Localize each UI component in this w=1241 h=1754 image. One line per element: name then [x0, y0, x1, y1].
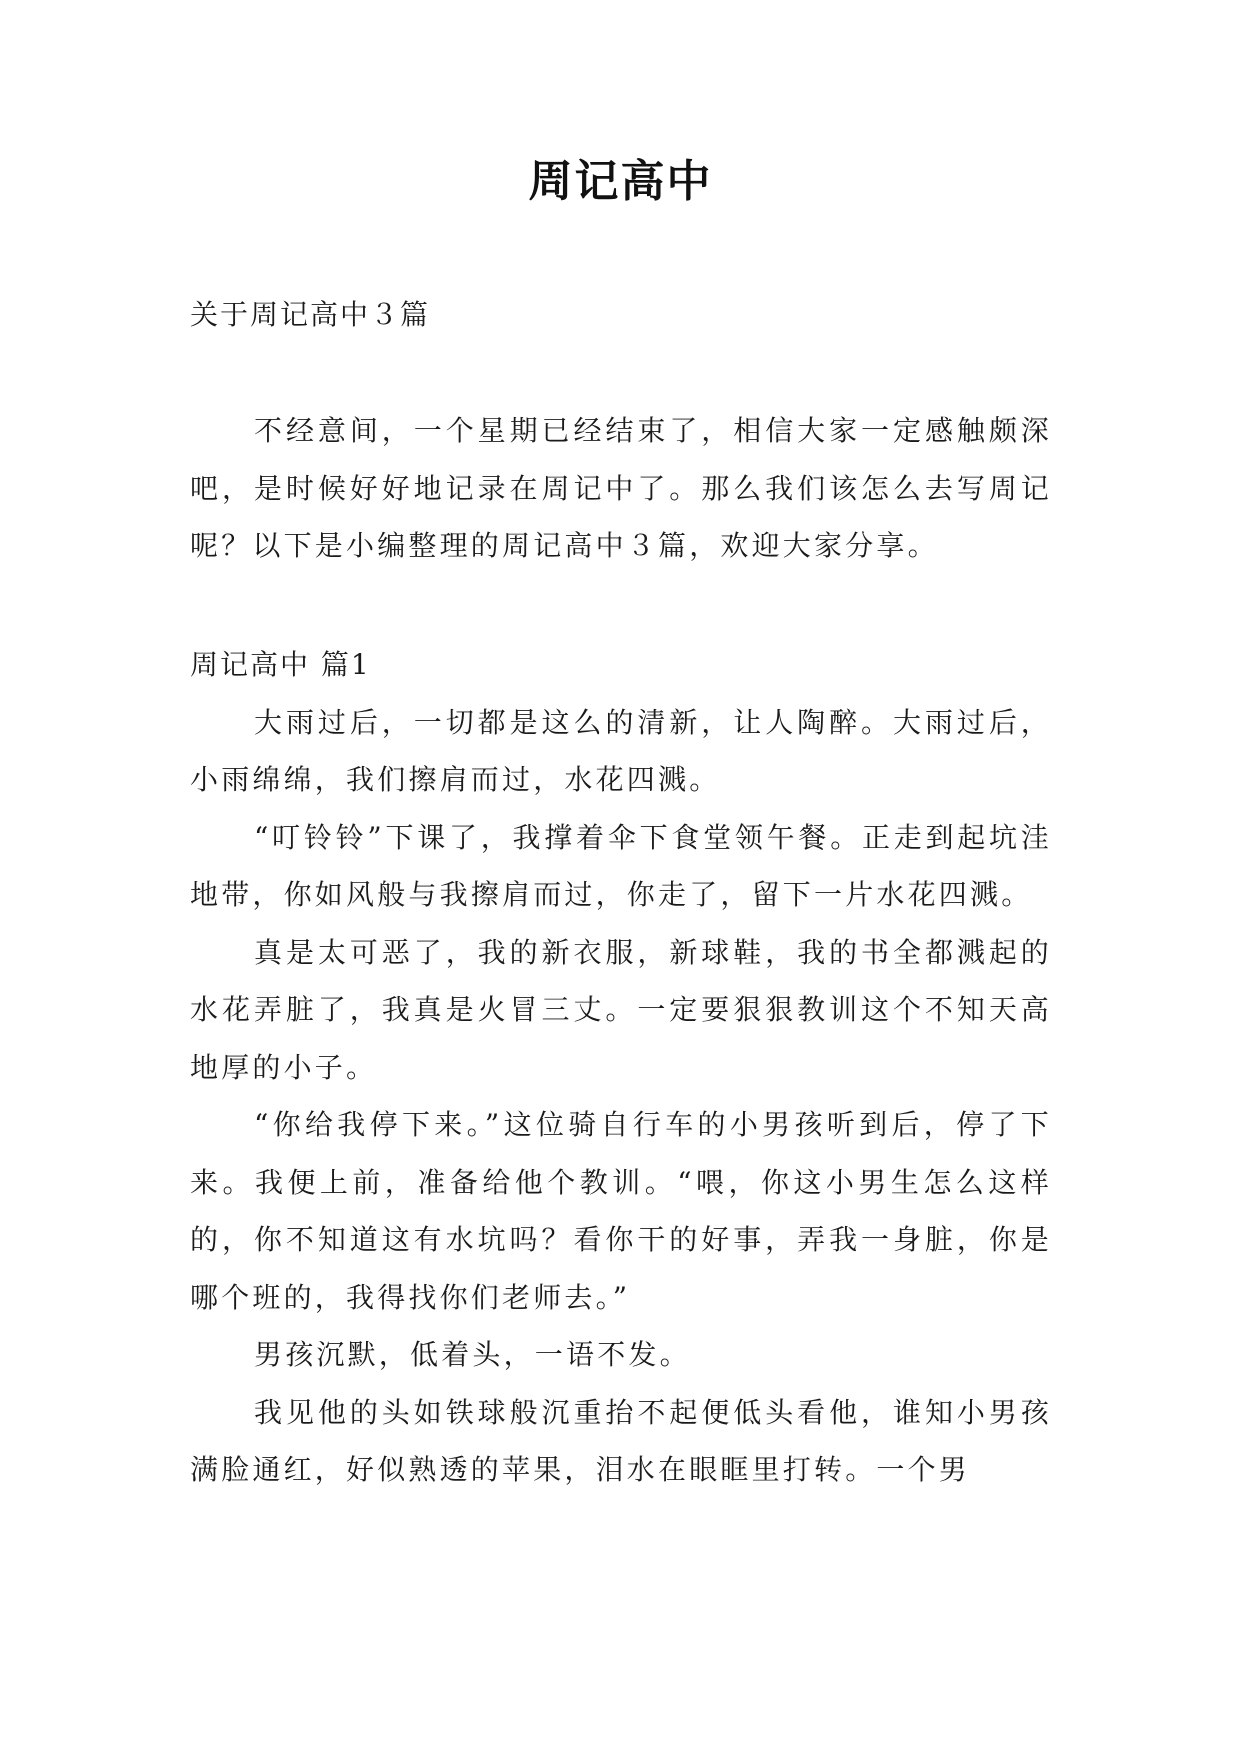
body-paragraph: 男孩沉默，低着头，一语不发。: [254, 1338, 691, 1371]
body-paragraph: 大雨过后，一切都是这么的清新，让人陶醉。大雨过后，小雨绵绵，我们擦肩而过，水花四溅。: [190, 705, 1052, 796]
section-heading: 周记高中 篇1: [190, 648, 371, 681]
body-paragraph: “叮铃铃”下课了，我撑着伞下食堂领午餐。正走到起坑洼地带，你如风般与我擦肩而过，你走了，留下一片水花四溅。: [190, 820, 1052, 911]
section-1: [190, 636, 1052, 1499]
body-paragraph: “你给我停下来。”这位骑自行车的小男孩听到后，停了下来。我便上前，准备给他个教训。“喂，你这小男生怎么这样的，你不知道这有水坑吗？看你干的好事，弄我一身脏，你是哪个班的，我得找你们老师去。”: [190, 1108, 1052, 1314]
document-title: 周记高中: [528, 156, 713, 207]
intro-section: [190, 402, 1052, 575]
document-subtitle: 关于周记高中３篇: [190, 298, 431, 331]
intro-paragraph: 不经意间，一个星期已经结束了，相信大家一定感触颇深吧，是时候好好地记录在周记中了。那么我们该怎么去写周记呢？以下是小编整理的周记高中３篇，欢迎大家分享。: [190, 414, 1052, 562]
body-paragraph: 真是太可恶了，我的新衣服，新球鞋，我的书全都溅起的水花弄脏了，我真是火冒三丈。一定要狠狠教训这个不知天高地厚的小子。: [190, 935, 1052, 1084]
body-paragraph: 我见他的头如铁球般沉重抬不起便低头看他，谁知小男孩满脸通红，好似熟透的苹果，泪水在眼眶里打转。一个男: [190, 1395, 1052, 1486]
